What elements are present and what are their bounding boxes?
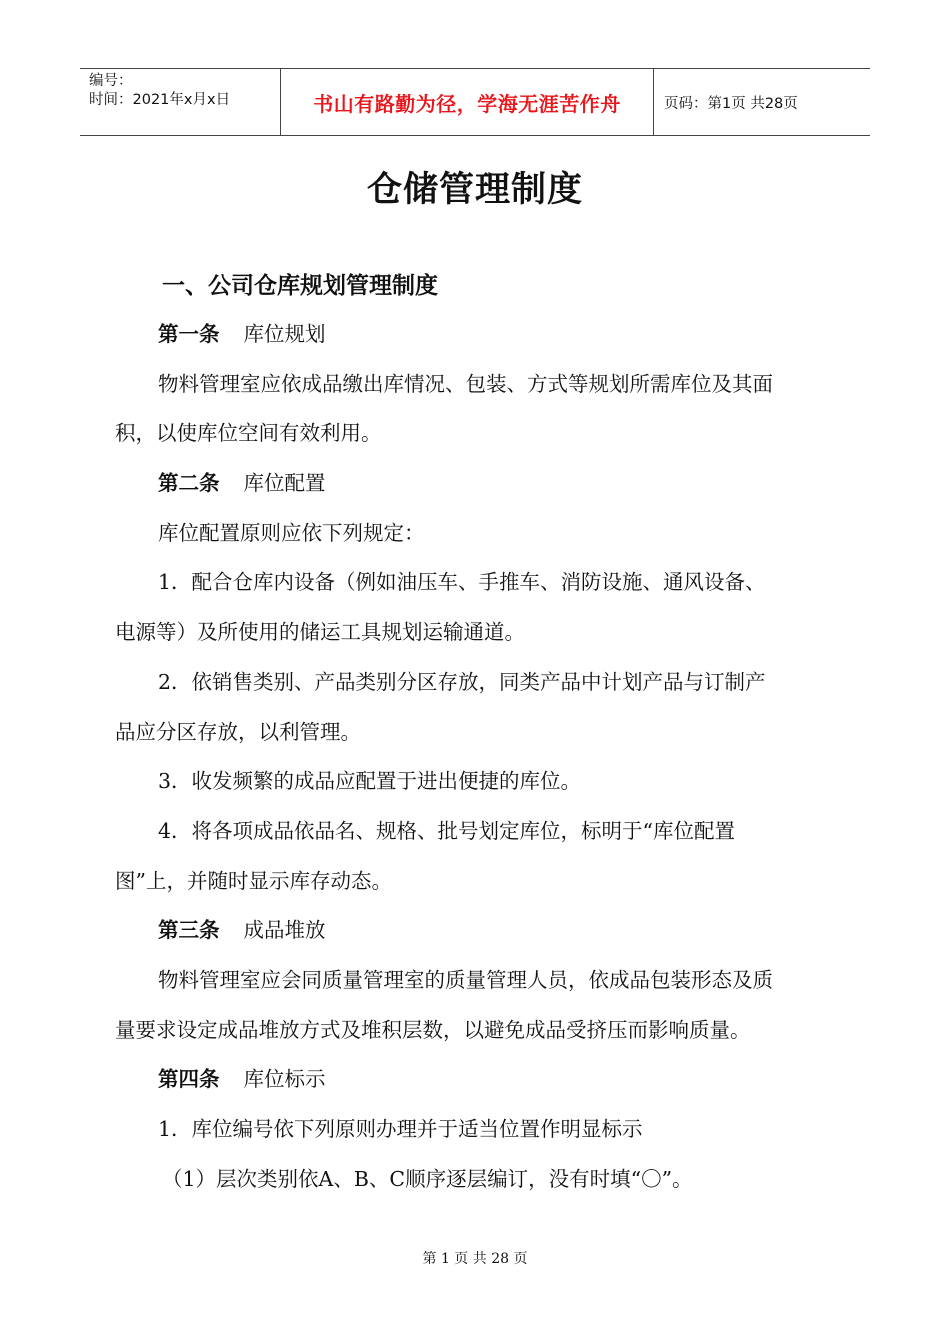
paragraph-line: 积，以使库位空间有效利用。	[115, 421, 382, 446]
article-heading	[115, 906, 840, 956]
article-label: 第三条	[158, 918, 220, 943]
article-label: 第一条	[158, 322, 220, 346]
section-heading: 一、公司仓库规划管理制度	[162, 273, 438, 299]
list-item-line: （1）层次类别依A、B、C顺序逐层编订，没有时填“〇”。	[162, 1166, 693, 1191]
list-item-line: 品应分区存放，以利管理。	[115, 719, 361, 744]
header-page-number: 页码：第1页 共28页	[664, 95, 798, 112]
paragraph-line: 量要求设定成品堆放方式及堆积层数，以避免成品受挤压而影响质量。	[115, 1017, 751, 1042]
list-item-line: 3．收发频繁的成品应配置于进出便捷的库位。	[158, 769, 582, 794]
header-motto: 书山有路勤为径，学海无涯苦作舟	[281, 69, 654, 135]
list-item-line: 2．依销售类别、产品类别分区存放，同类产品中计划产品与订制产	[158, 669, 766, 694]
header-number: 编号：	[89, 73, 133, 89]
article-label: 第二条	[158, 471, 220, 496]
article-label: 第四条	[158, 1067, 220, 1092]
paragraph-line: 物料管理室应依成品缴出库情况、包装、方式等规划所需库位及其面	[158, 371, 773, 396]
page-footer: 第 1 页 共 28 页	[422, 1251, 528, 1267]
header-meta	[80, 69, 281, 135]
article-heading	[115, 310, 840, 360]
article-name: 成品堆放	[243, 918, 326, 943]
header-time: 时间：2021年x月x日	[89, 92, 231, 108]
list-item-line: 1．配合仓库内设备（例如油压车、手推车、消防设施、通风设备、	[158, 570, 766, 595]
list-item-line: 图”上，并随时显示库存动态。	[115, 868, 392, 893]
article-name: 库位配置	[243, 471, 326, 496]
article-heading	[115, 1055, 840, 1105]
paragraph-line: 库位配置原则应依下列规定：	[158, 520, 425, 545]
article-heading	[115, 459, 840, 509]
list-item-line: 1．库位编号依下列原则办理并于适当位置作明显标示	[158, 1117, 643, 1141]
article-name: 库位标示	[243, 1067, 326, 1092]
document-title: 仓储管理制度	[366, 170, 583, 210]
list-item-line: 电源等）及所使用的储运工具规划运输通道。	[115, 620, 525, 645]
paragraph-line: 物料管理室应会同质量管理室的质量管理人员，依成品包装形态及质	[158, 967, 773, 992]
document-body	[115, 262, 840, 1204]
list-item-line: 4．将各项成品依品名、规格、批号划定库位，标明于“库位配置	[158, 818, 736, 843]
page-header	[80, 68, 870, 136]
article-name: 库位规划	[243, 322, 326, 346]
